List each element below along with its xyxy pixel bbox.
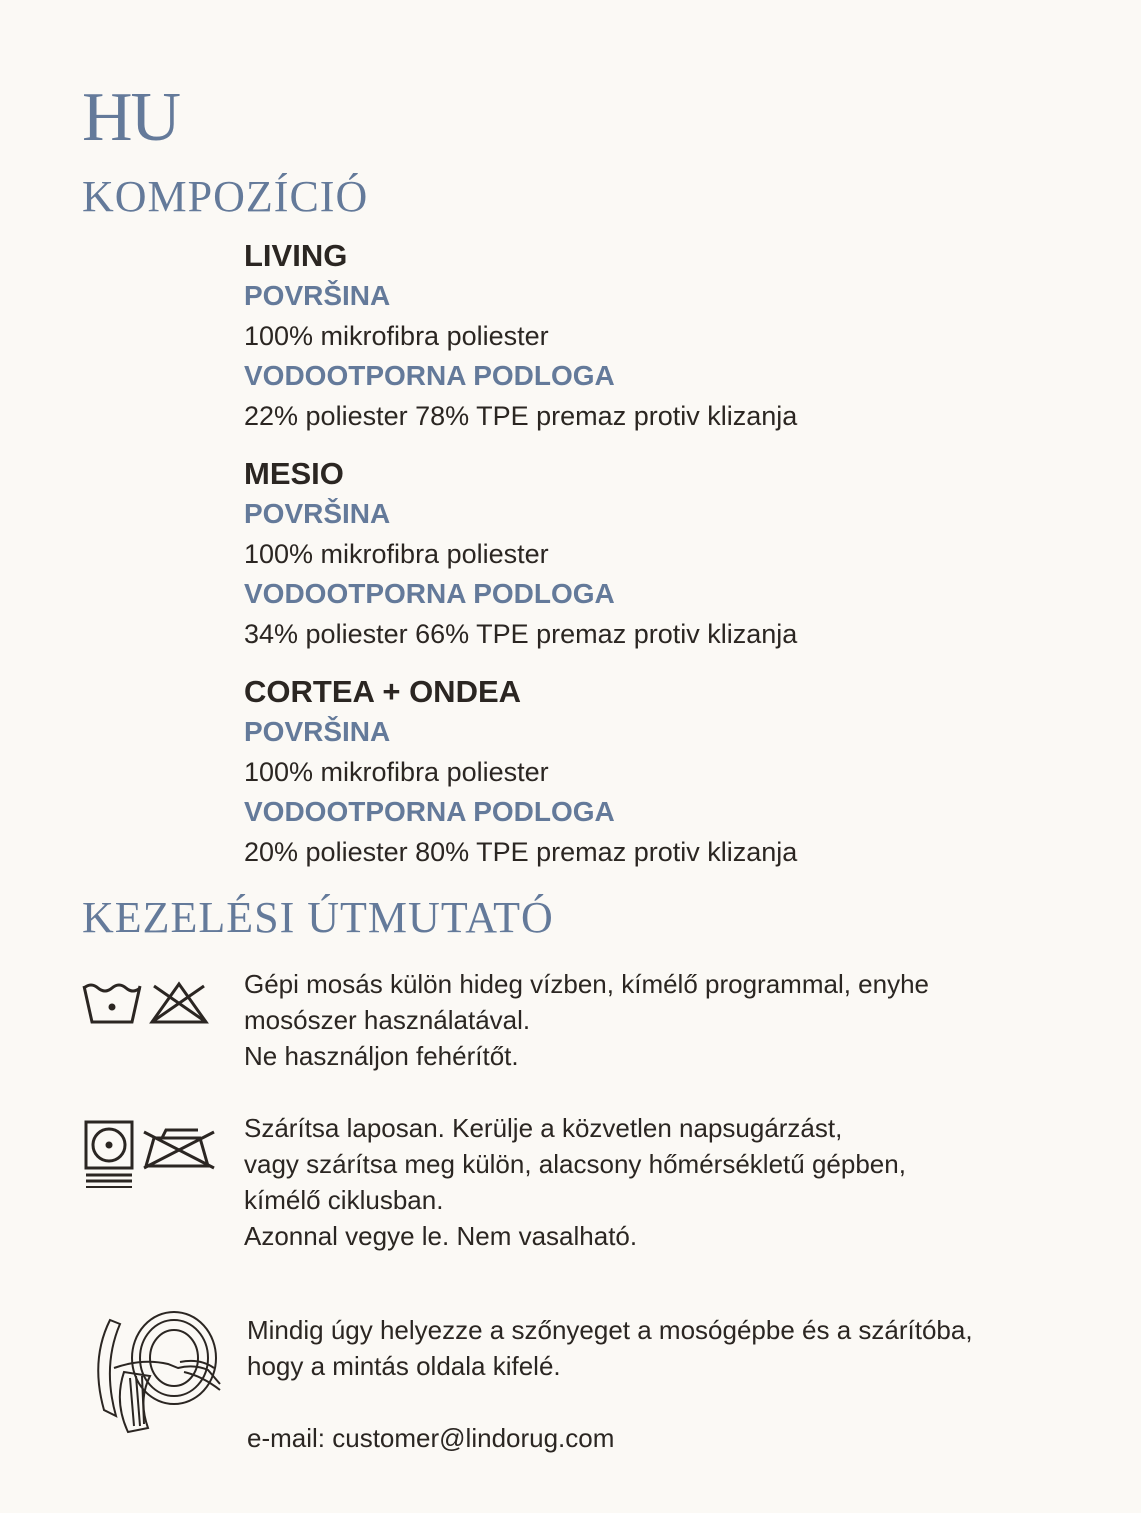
care-line: mosószer használatával. [244, 1005, 531, 1035]
surface-label: POVRŠINA [244, 498, 391, 529]
product-name: CORTEA + ONDEA [244, 674, 522, 709]
product-mesio [244, 454, 1104, 654]
product-name: MESIO [244, 456, 344, 491]
care-wash-text [244, 966, 1104, 1074]
backing-value: 34% poliester 66% TPE premaz protiv klizanja [244, 619, 798, 649]
care-line: Mindig úgy helyezze a szőnyeget a mosógépbe és a szárítóba, [247, 1315, 973, 1345]
care-line: Azonnal vegye le. Nem vasalható. [244, 1221, 638, 1251]
backing-label: VODOOTPORNA PODLOGA [244, 578, 615, 609]
composition-title: KOMPOZÍCIÓ [82, 172, 369, 221]
product-name: LIVING [244, 238, 348, 273]
surface-value: 100% mikrofibra poliester [244, 321, 549, 351]
wash-cold-icon [82, 980, 144, 1026]
backing-label: VODOOTPORNA PODLOGA [244, 796, 615, 827]
no-iron-icon [140, 1124, 218, 1172]
care-line: Ne használjon fehérítőt. [244, 1041, 519, 1071]
care-line: kímélő ciklusban. [244, 1185, 444, 1215]
backing-value: 20% poliester 80% TPE premaz protiv klizanja [244, 837, 798, 867]
product-living [244, 236, 1104, 436]
care-line: hogy a mintás oldala kifelé. [247, 1351, 561, 1381]
backing-label: VODOOTPORNA PODLOGA [244, 360, 615, 391]
washing-machine-icon [84, 1306, 226, 1436]
surface-value: 100% mikrofibra poliester [244, 757, 549, 787]
language-code: HU [82, 79, 180, 156]
surface-label: POVRŠINA [244, 280, 391, 311]
tumble-dry-low-icon [84, 1120, 136, 1188]
surface-label: POVRŠINA [244, 716, 391, 747]
care-dry-text [244, 1110, 1104, 1254]
email-text: e-mail: customer@lindorug.com [247, 1423, 615, 1453]
surface-value: 100% mikrofibra poliester [244, 539, 549, 569]
product-cortea-ondea [244, 672, 1104, 872]
care-line: Szárítsa laposan. Kerülje a közvetlen napsugárzást, [244, 1113, 843, 1143]
backing-value: 22% poliester 78% TPE premaz protiv klizanja [244, 401, 798, 431]
care-line: vagy szárítsa meg külön, alacsony hőmérsékletű gépben, [244, 1149, 906, 1179]
care-title: KEZELÉSI ÚTMUTATÓ [82, 893, 554, 942]
care-machine-text [247, 1312, 1107, 1384]
care-line: Gépi mosás külön hideg vízben, kímélő programmal, enyhe [244, 969, 930, 999]
no-bleach-icon [148, 980, 210, 1026]
contact-email[interactable] [247, 1420, 1107, 1456]
composition-list [244, 236, 1104, 890]
